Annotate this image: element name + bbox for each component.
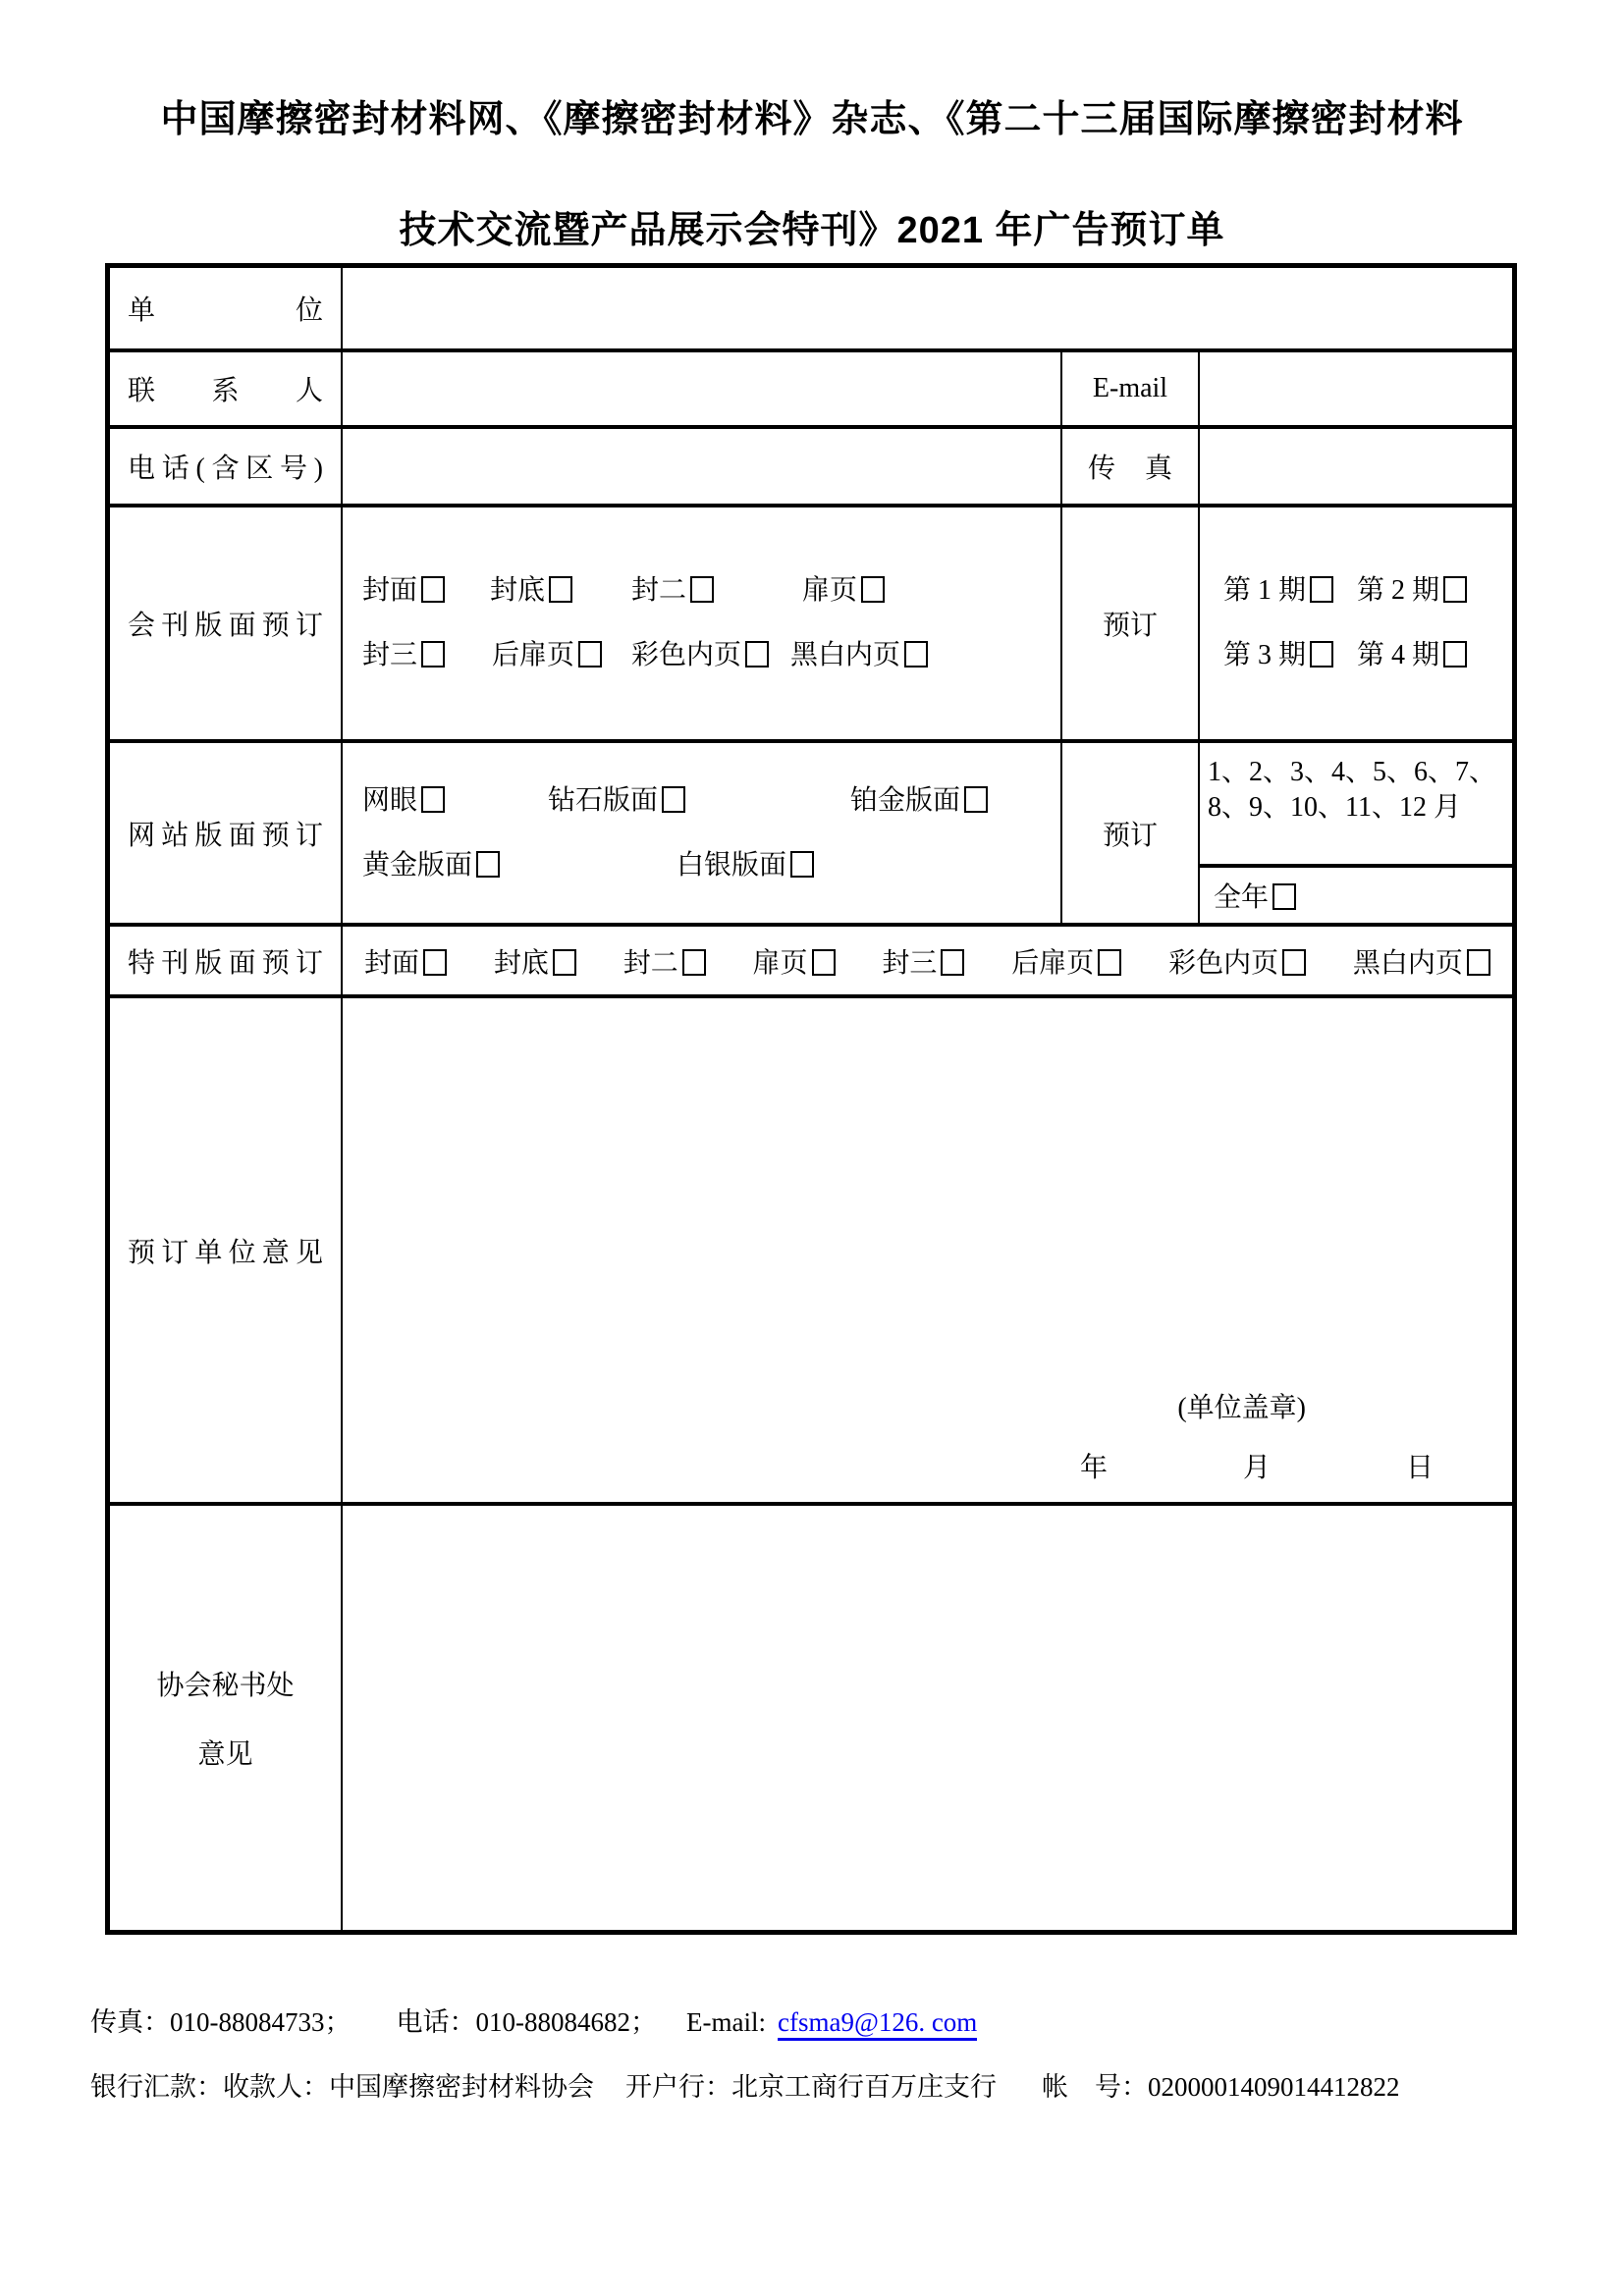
checkbox-option xyxy=(494,941,576,981)
special-label: 特刊版面预订 xyxy=(128,947,323,979)
checkbox-icon[interactable] xyxy=(549,576,572,603)
checkbox-option xyxy=(677,850,814,881)
phone-input-cell[interactable] xyxy=(341,429,1060,504)
option-label: 封三 xyxy=(882,947,938,979)
option-label: 封二 xyxy=(623,947,678,979)
option-label: 后扉页 xyxy=(492,640,575,670)
footer-email-label: E-mail: xyxy=(686,2007,766,2037)
checkbox-icon[interactable] xyxy=(812,949,836,976)
checkbox-option xyxy=(1223,640,1333,670)
website-label-cell xyxy=(110,743,341,923)
contact-input-cell[interactable] xyxy=(341,352,1060,425)
checkbox-icon[interactable] xyxy=(662,786,685,813)
option-label: 封底 xyxy=(490,575,546,606)
option-label: 扉页 xyxy=(802,575,858,606)
months-line1: 1、2、3、4、5、6、7、 xyxy=(1208,757,1497,787)
checkbox-option xyxy=(1353,941,1490,981)
fax-label-cell xyxy=(1060,429,1198,504)
checkbox-option xyxy=(790,640,928,670)
months-list xyxy=(1200,743,1512,864)
journal-booking-label-cell xyxy=(1060,507,1198,739)
row-website-booking xyxy=(110,739,1512,923)
checkbox-icon[interactable] xyxy=(1443,641,1467,667)
option-label: 封面 xyxy=(364,947,420,979)
journal-options-row1 xyxy=(362,571,1060,611)
checkbox-option xyxy=(362,785,445,816)
client-opinion-area[interactable] xyxy=(341,998,1512,1502)
client-opinion-label-cell xyxy=(110,998,341,1502)
checkbox-icon[interactable] xyxy=(1467,949,1490,976)
ad-booking-form-table xyxy=(105,263,1517,1935)
special-options-row xyxy=(343,941,1512,981)
row-journal-booking xyxy=(110,504,1512,739)
checkbox-icon[interactable] xyxy=(421,641,445,667)
checkbox-option xyxy=(882,941,964,981)
website-booking-label-cell xyxy=(1060,743,1198,923)
checkbox-icon[interactable] xyxy=(904,641,928,667)
option-label: 铂金版面 xyxy=(850,784,961,816)
page-title-line1: 中国摩擦密封材料网、《摩擦密封材料》杂志、《第二十三届国际摩擦密封材料 xyxy=(160,99,1464,140)
page-title-line2: 技术交流暨产品展示会特刊》2021 年广告预订单 xyxy=(399,210,1225,251)
journal-options-row2 xyxy=(362,636,1060,675)
checkbox-icon[interactable] xyxy=(421,786,445,813)
option-label: 第 2 期 xyxy=(1357,575,1440,606)
secretariat-opinion-area[interactable] xyxy=(341,1506,1512,1930)
option-label: 封二 xyxy=(631,575,687,606)
option-label: 彩色内页 xyxy=(1168,947,1279,979)
checkbox-icon[interactable] xyxy=(1098,949,1121,976)
option-label: 第 1 期 xyxy=(1223,575,1307,606)
full-year-cell xyxy=(1200,864,1512,923)
row-contact xyxy=(110,348,1512,425)
booking-label: 预订 xyxy=(1102,611,1158,641)
checkbox-option xyxy=(362,850,500,881)
website-months-cell xyxy=(1198,743,1512,923)
checkbox-icon[interactable] xyxy=(476,851,500,878)
journal-label-cell xyxy=(110,507,341,739)
fax-label: 传 真 xyxy=(1088,454,1172,484)
booking-label: 预订 xyxy=(1102,820,1158,851)
checkbox-icon[interactable] xyxy=(745,641,769,667)
checkbox-icon[interactable] xyxy=(682,949,706,976)
checkbox-icon[interactable] xyxy=(1310,576,1333,603)
date-line xyxy=(1080,1446,1434,1485)
checkbox-option xyxy=(753,941,836,981)
checkbox-icon[interactable] xyxy=(941,949,964,976)
checkbox-option xyxy=(1214,876,1296,915)
secretariat-label-line2: 意见 xyxy=(197,1739,253,1770)
website-label: 网站版面预订 xyxy=(128,820,323,851)
unit-label: 单 位 xyxy=(128,295,323,326)
option-label: 封三 xyxy=(362,640,418,670)
footer-contact-line xyxy=(90,2001,977,2039)
checkbox-icon[interactable] xyxy=(861,576,885,603)
footer-bank-account: 帐 号：0200001409014412822 xyxy=(1042,2072,1400,2102)
checkbox-option xyxy=(1011,941,1121,981)
checkbox-icon[interactable] xyxy=(421,576,445,603)
footer-email-link[interactable]: cfsma9@126. com xyxy=(778,2007,977,2041)
checkbox-icon[interactable] xyxy=(1443,576,1467,603)
option-label: 白银版面 xyxy=(677,849,787,881)
option-label: 封底 xyxy=(493,947,549,979)
checkbox-option xyxy=(362,575,445,606)
option-label: 第 3 期 xyxy=(1223,640,1307,670)
date-month-label: 月 xyxy=(1242,1453,1271,1483)
row-unit xyxy=(110,268,1512,348)
option-label: 钻石版面 xyxy=(548,784,659,816)
website-options-row2 xyxy=(362,846,1060,885)
checkbox-icon[interactable] xyxy=(1310,641,1333,667)
journal-issues-row1 xyxy=(1200,571,1512,611)
checkbox-option xyxy=(850,785,988,816)
option-label: 第 4 期 xyxy=(1357,640,1440,670)
option-label: 网眼 xyxy=(362,784,418,816)
checkbox-icon[interactable] xyxy=(578,641,602,667)
row-client-opinion xyxy=(110,994,1512,1502)
row-special-booking xyxy=(110,923,1512,994)
email-label: E-mail xyxy=(1092,373,1168,403)
fax-input-cell[interactable] xyxy=(1198,429,1512,504)
checkbox-icon[interactable] xyxy=(553,949,576,976)
unit-input-cell[interactable] xyxy=(341,268,1512,348)
footer-bank-line xyxy=(90,2065,1400,2104)
checkbox-icon[interactable] xyxy=(1282,949,1306,976)
special-options-cell xyxy=(341,927,1512,994)
website-options-row1 xyxy=(362,781,1060,821)
date-year-label: 年 xyxy=(1080,1453,1109,1483)
checkbox-option xyxy=(490,575,572,606)
special-label-cell xyxy=(110,927,341,994)
secretariat-label-line1: 协会秘书处 xyxy=(156,1671,295,1701)
row-phone xyxy=(110,425,1512,504)
checkbox-option xyxy=(492,640,602,670)
checkbox-option xyxy=(362,640,445,670)
phone-label-cell xyxy=(110,429,341,504)
checkbox-option xyxy=(548,785,685,816)
date-day-label: 日 xyxy=(1405,1453,1434,1483)
secretariat-label-cell xyxy=(110,1506,341,1930)
option-label: 扉页 xyxy=(752,947,808,979)
footer-phone: 电话：010-88084682； xyxy=(396,2007,657,2037)
footer-bank-branch: 开户行：北京工商行百万庄支行 xyxy=(625,2072,997,2102)
months-line2: 8、9、10、11、12 月 xyxy=(1208,792,1461,823)
checkbox-icon[interactable] xyxy=(1272,883,1296,910)
journal-issues-row2 xyxy=(1200,636,1512,675)
footer-bank-transfer: 银行汇款：收款人：中国摩擦密封材料协会 xyxy=(90,2072,594,2102)
unit-label-cell xyxy=(110,268,341,348)
email-label-cell xyxy=(1060,352,1198,425)
checkbox-option xyxy=(802,575,885,606)
checkbox-icon[interactable] xyxy=(790,851,814,878)
email-input-cell[interactable] xyxy=(1198,352,1512,425)
checkbox-option xyxy=(631,575,714,606)
contact-label: 联 系 人 xyxy=(128,376,323,406)
option-label: 彩色内页 xyxy=(631,640,742,670)
option-label: 黑白内页 xyxy=(1352,947,1463,979)
checkbox-icon[interactable] xyxy=(964,786,988,813)
checkbox-option xyxy=(1357,640,1467,670)
checkbox-icon[interactable] xyxy=(423,949,447,976)
journal-issues-cell xyxy=(1198,507,1512,739)
contact-label-cell xyxy=(110,352,341,425)
stamp-note: (单位盖章) xyxy=(1177,1393,1306,1423)
option-label: 黄金版面 xyxy=(362,849,473,881)
phone-label: 电话(含区号) xyxy=(128,454,323,484)
checkbox-option xyxy=(364,941,447,981)
website-options-cell xyxy=(341,743,1060,923)
checkbox-option xyxy=(623,941,706,981)
checkbox-option xyxy=(1223,575,1333,606)
option-label: 全年 xyxy=(1214,882,1270,913)
footer-fax: 传真：010-88084733； xyxy=(90,2007,352,2037)
journal-label: 会刊版面预订 xyxy=(128,611,323,641)
journal-options-cell xyxy=(341,507,1060,739)
checkbox-option xyxy=(1168,941,1306,981)
option-label: 后扉页 xyxy=(1011,947,1095,979)
option-label: 封面 xyxy=(362,575,418,606)
checkbox-option xyxy=(1357,575,1467,606)
option-label: 黑白内页 xyxy=(790,640,901,670)
row-secretariat-opinion xyxy=(110,1502,1512,1930)
checkbox-icon[interactable] xyxy=(690,576,714,603)
client-opinion-label: 预订单位意见 xyxy=(128,1237,323,1268)
checkbox-option xyxy=(631,640,769,670)
